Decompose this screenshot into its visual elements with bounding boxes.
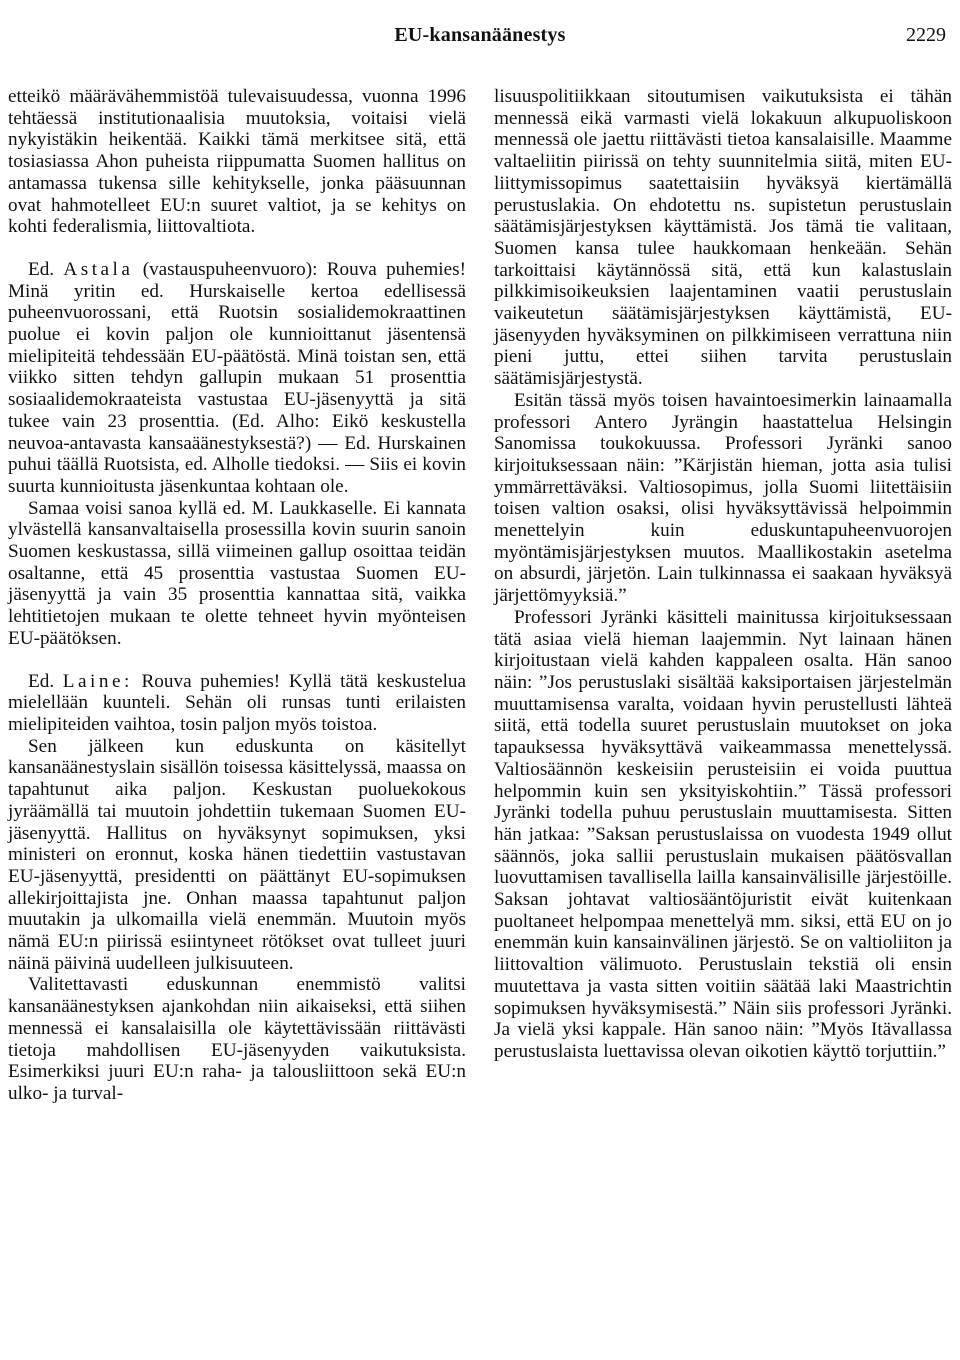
paragraph: Samaa voisi sanoa kyllä ed. M. Laukkaselle. Ei kannata ylvästellä kansanvaltaisella prosessilla kovin suurin sanoin Suomen keskustassa, sillä viimeinen gallup osoittaa teidän osaltanne, että 45 prosenttia vastustaa Suomen EU-jäsenyyttä ja vain 35 prosenttia kannattaa sitä, vaikka lehtitietojen mukaan te olette tehneet hyvin myönteisen EU-päätöksen. — [8, 497, 466, 649]
speaker-name: Astala — [63, 258, 134, 280]
speaker-prefix: Ed. — [28, 670, 55, 692]
paragraph-astala — [8, 259, 466, 498]
running-title: EU-kansanäänestys — [394, 24, 566, 46]
paragraph-laine — [8, 671, 466, 736]
speaker-name: Laine: — [62, 670, 133, 692]
paragraph: Sen jälkeen kun eduskunta on käsitellyt kansanäänestyslain sisällön toisessa käsittelyssä, maassa on tapahtunut aika paljon. Keskustan puoluekokous jyräämällä tai muutoin johdettiin tukemaan Suomen EU-jäsenyyttä. Hallitus on hyväksynyt sopimuksen, yksi ministeri on eronnut, koska hänen tiedettiin vastustavan EU-jäsenyyttä, presidentti on päättänyt EU-sopimuksen allekirjoittajista jne. Onhan maassa tapahtunut paljon muutakin ja ulkomailla vielä enemmän. Muutoin myös nämä EU:n piirissä esiintyneet rötökset ovat tulleet juuri näinä päivinä uudelleen julkisuuteen. — [8, 735, 466, 974]
right-column — [494, 86, 952, 1063]
paragraph: Valitettavasti eduskunnan enemmistö valitsi kansanäänestyksen ajankohdan niin aikaiseksi, että siihen mennessä ei kansalaisilla ole käytettävissään riittävästi tietoja mahdollisen EU-jäsenyyden vaikutuksista. Esimerkiksi juuri EU:n raha- ja talousliittoon sekä EU:n ulko- ja turval- — [8, 974, 466, 1104]
page-header — [0, 14, 960, 54]
paragraph-continuation: etteikö määrävähemmistöä tulevaisuudessa, vuonna 1996 tehtäessä institutionaalisia muutoksia, voitaisi vielä nykyistäkin heikentää. Kaikki tämä merkitsee sitä, että tosiasiassa Ahon puheista riippumatta Suomen hallitus on antamassa tukensa sille kehitykselle, jonka pääsuunnan ovat hahmotelleet EU:n suuret valtiot, ja se kehitys on kohti federalismia, liittovaltiota. — [8, 86, 466, 238]
paragraph: Professori Jyränki käsitteli mainitussa kirjoituksessaan tätä asiaa vielä hieman laajemmin. Nyt lainaan hänen kirjoitustaan vielä kahden kappaleen osalta. Hän sanoo näin: ”Jos perustuslaki sisältää kaksiportaisen järjestelmän muuttamisensa varalta, voidaan hyvin perustellusti lähteä siitä, että todella suuret perustuslain muutokset on joka tapauksessa hyväksyttävä vaikeammassa menettelyssä. Valtiosäännön keskeisiin perusteisiin ei voida puuttua helpommin kuin sen yksityiskohtiin.” Tässä professori Jyränki todella puhuu perustuslain muuttamisesta. Sitten hän jatkaa: ”Saksan perustuslaissa on vuodesta 1949 ollut säännös, joka sallii perustuslain mukaisen päätösvallan luovuttamisen tavallisella lailla kansainvälisille järjestöille. Saksan johtavat valtiosääntöjuristit eivät kuitenkaan puoltaneet helpompaa menettelyä mm. siksi, että EU on jo enemmän kuin kansainvälinen järjestö. Se on valtioliiton ja liittovaltion välimuoto. Perustuslain tekstiä oli ensin muutettava ja vasta sitten voitiin säätää laki Maastrichtin sopimuksen hyväksymisestä.” Näin siis professori Jyränki. Ja vielä yksi kappale. Hän sanoo näin: ”Myös Itävallassa perustuslaista luettavissa olevan oikotien käyttö torjuttiin.” — [494, 606, 952, 1062]
page-number: 2229 — [906, 24, 946, 46]
left-column — [8, 86, 466, 1105]
speech-text: Rouva puhemies! Kyllä tätä keskustelua mielellään kuunteli. Sehän oli runsas tunti erilaisten mielipiteiden vaihtoa, tosin paljon myös toistoa. — [8, 670, 467, 735]
paragraph: Esitän tässä myös toisen havaintoesimerkin lainaamalla professori Antero Jyrängin haastattelua Helsingin Sanomissa toukokuussa. Professori Jyränki sanoo kirjoituksessaan näin: ”Kärjistän hieman, jotta asia tulisi ymmärrettäväksi. Valtiosopimus, jolla Suomi liitettäisiin toisen valtion osaksi, olisi hyväksyttävissä helpoimmin menettelyin kuin eduskuntapuheenvuorojen myöntämisjärjestyksen muutos. Maallikostakin asetelma on absurdi, järjetön. Lain tulkinnassa ei saakaan hyväksyä järjettömyyksiä.” — [494, 389, 952, 607]
speaker-prefix: Ed. — [28, 258, 55, 280]
paragraph-continuation: lisuuspolitiikkaan sitoutumisen vaikutuksista ei tähän mennessä eikä varmasti vielä lokakuun alkupuoliskoon mennessä ole jaettu riittävästi tietoa kansalaisille. Maamme valtaeliitin piirissä on tehty suunnitelmia siitä, miten EU-liittymissopimus saatettaisiin hyväksyä kiertämällä perustuslakia. On ehdotettu ns. supistetun perustuslain säätämisjärjestyksen käyttämistä. Jos tämä tie valitaan, Suomen kansa tulee haukkomaan henkeään. Sehän tarkoittaisi käytännössä sitä, että kun kalastuslain pilkkimisoikeuksien laajentaminen vaatii perustuslain vaikeutetun säätämisjärjestyksen käyttämistä, EU-jäsenyyden hyväksyminen on pilkkimiseen verrattuna niin pieni juttu, ettei siihen tarvita perustuslain säätämisjärjestystä. — [494, 86, 952, 390]
speech-text: (vastauspuheenvuoro): Rouva puhemies! Minä yritin ed. Hurskaiselle kertoa edellisessä puheenvuorossani, että Ruotsin sosialidemokraattinen puolue ei kovin paljon ole kunnioittanut jäsentensä mielipiteitä tehdessään EU-päätöstä. Minä toistan sen, että viikko sitten tehdyn gallupin mukaan 51 prosenttia sosiaalidemokraateista vastustaa EU-jäsenyyttä ja sitä tukee vain 23 prosenttia. (Ed. Alho: Eikö keskustella neuvoa-antavasta kansaäänestyksestä?) — Ed. Hurskainen puhui täällä Ruotsista, ed. Alholle tiedoksi. — Siis ei kovin suurta kunnioitusta jäsenkuntaa kohtaan ole. — [8, 258, 466, 497]
